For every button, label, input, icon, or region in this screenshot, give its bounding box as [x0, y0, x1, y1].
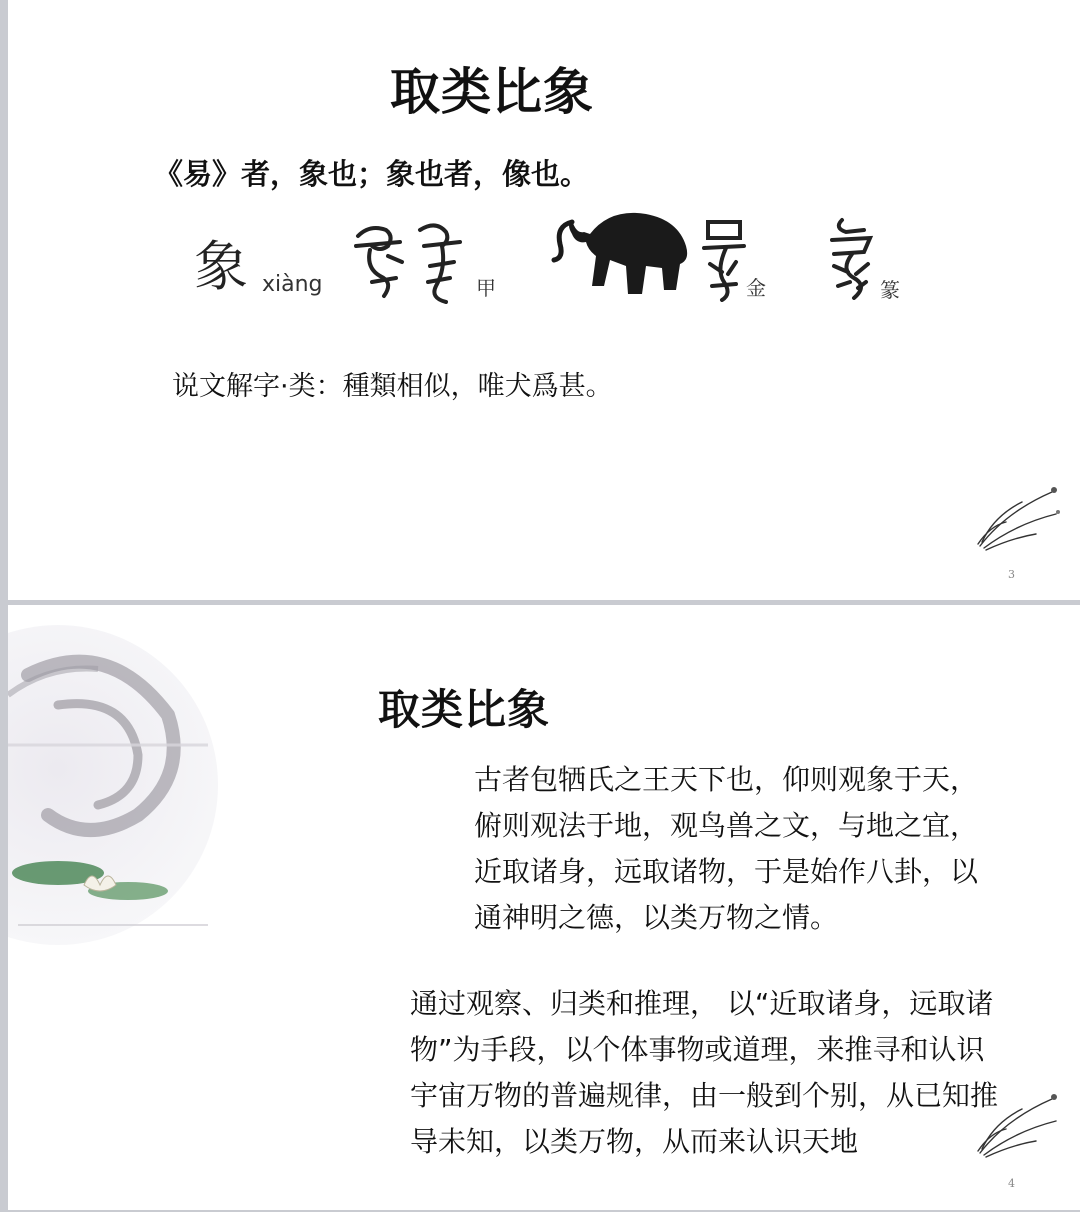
page-number: 4	[1008, 1177, 1015, 1190]
shuowen-definition: 说文解字·类：種類相似，唯犬爲甚。	[172, 371, 613, 402]
modern-xiang-char: 象	[194, 235, 248, 298]
jiagu-label: 甲	[476, 276, 496, 300]
orchid-decoration-icon	[966, 1083, 1066, 1163]
jinwen-label: 金	[746, 276, 766, 300]
explanation-paragraph: 通过观察、归类和推理， 以“近取诸身，远取诸物”为手段，以个体事物或道理，来推寻和认识宇宙万物的普遍规律，由一般到个别，从已知推导未知，以类万物，从而来认识天地	[410, 987, 999, 1158]
ink-painting-decoration-icon	[8, 605, 228, 945]
slide-3[interactable]	[8, 0, 1080, 600]
seal-script-glyph-icon	[824, 214, 878, 300]
orchid-decoration-icon	[966, 476, 1066, 556]
yi-quote: 《易》者，象也；象也者，像也。	[154, 157, 590, 191]
pinyin-label: xiàng	[262, 272, 323, 297]
classic-quote-paragraph: 古者包牺氏之王天下也，仰则观象于天，俯则观法于地，观鸟兽之文，与地之宜，近取诸身，远取诸物，于是始作八卦，以通神明之德，以类万物之情。	[474, 763, 979, 934]
character-evolution-row	[178, 210, 918, 310]
oracle-bone-glyph-icon	[350, 216, 480, 306]
elephant-pictograph-icon	[550, 204, 700, 304]
slide-4[interactable]	[8, 605, 1080, 1210]
zhuanwen-label: 篆	[880, 278, 900, 302]
page-number: 3	[1008, 568, 1015, 581]
bronze-glyph-icon	[700, 212, 748, 302]
slide-title: 取类比象	[390, 63, 594, 121]
slide-title: 取类比象	[378, 685, 551, 734]
